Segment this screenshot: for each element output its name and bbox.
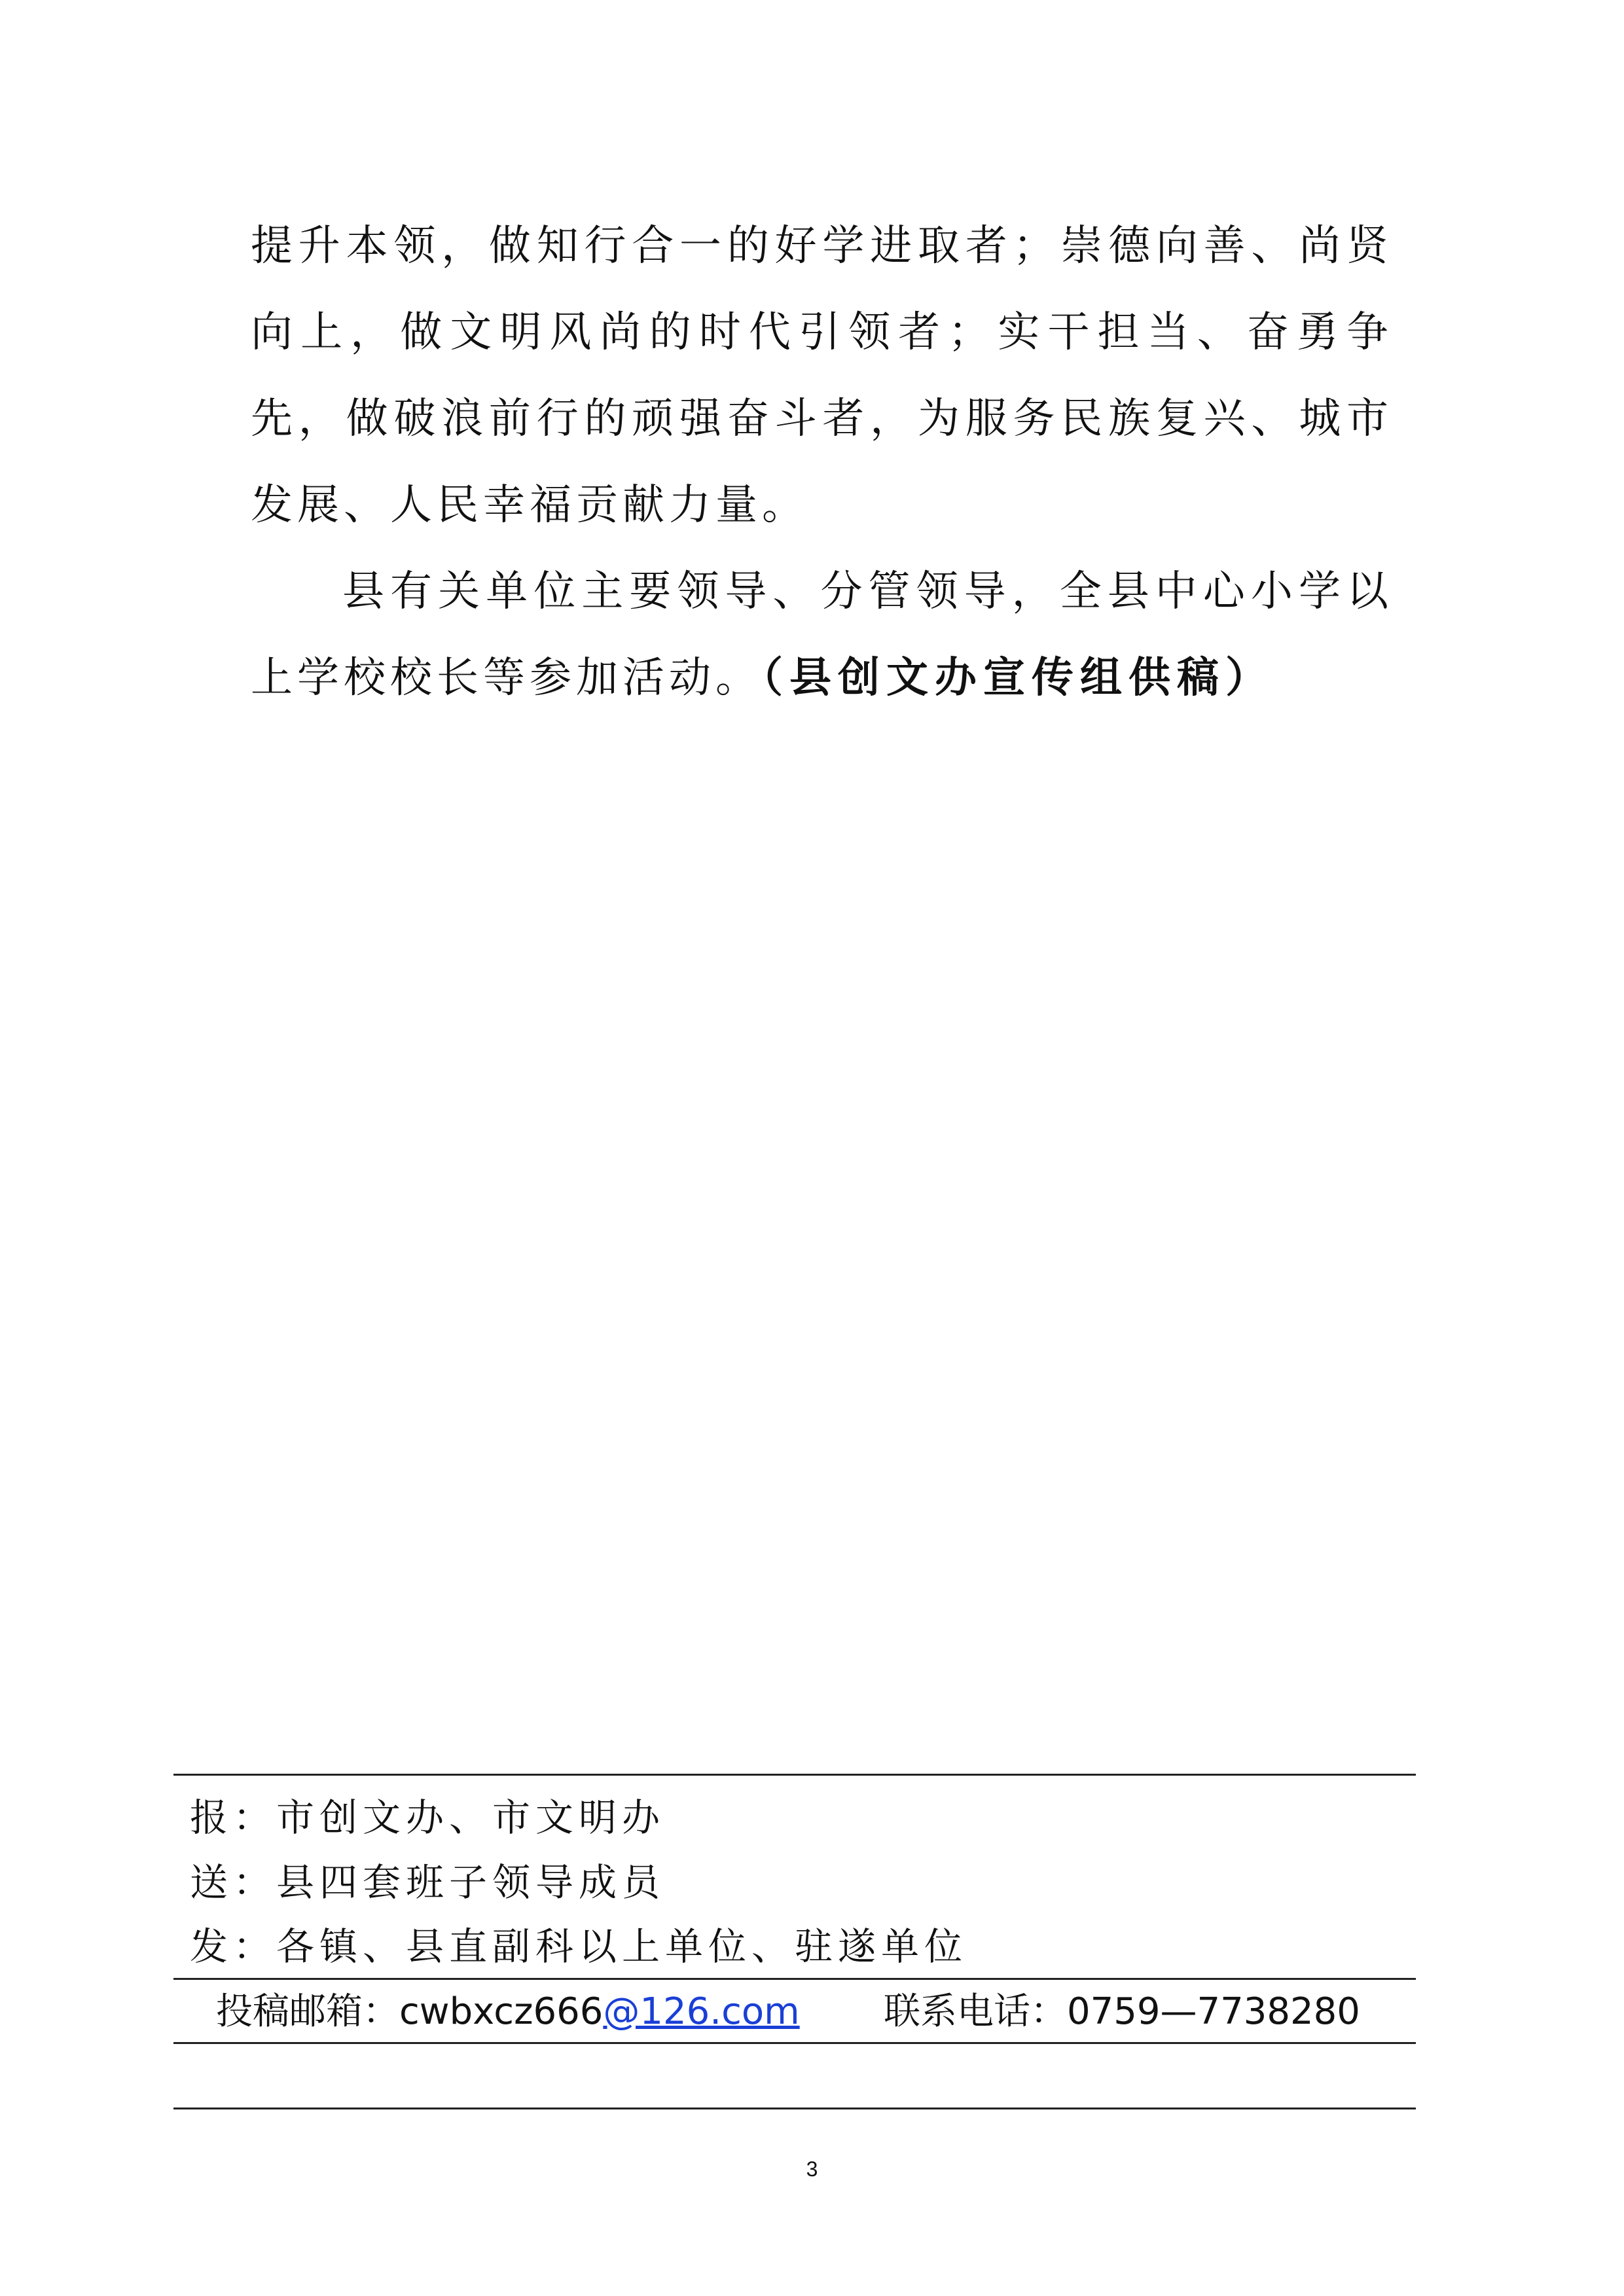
divider-lower — [173, 2042, 1416, 2044]
divider-bottom — [173, 2108, 1416, 2109]
distribution-report: 报：市创文办、市文明办 — [190, 1795, 666, 1840]
distribution-issue: 发：各镇、县直副科以上单位、驻遂单位 — [190, 1924, 968, 1969]
email-label: 投稿邮箱： — [216, 1990, 399, 2033]
divider-middle — [173, 1978, 1416, 1980]
distribution-send: 送：县四套班子领导成员 — [190, 1860, 666, 1905]
email-domain-link[interactable]: @126.com — [603, 1990, 800, 2033]
paragraph-2 — [251, 548, 1393, 721]
contact-phone — [884, 1984, 1360, 2039]
phone-number: 0759—7738280 — [1067, 1990, 1360, 2033]
paragraph-2-text: 县有关单位主要领导、分管领导，全县中心小学以上学校校长等参加活动。 — [251, 567, 1393, 702]
contact-email — [216, 1984, 800, 2039]
paragraph-1: 提升本领，做知行合一的好学进取者；崇德向善、尚贤向上，做文明风尚的时代引领者；实干担当、奋勇争先，做破浪前行的顽强奋斗者，为服务民族复兴、城市发展、人民幸福贡献力量。 — [251, 222, 1393, 529]
article-body — [251, 203, 1393, 721]
phone-label: 联系电话： — [884, 1990, 1067, 2033]
page-number: 3 — [806, 2157, 818, 2181]
source-credit: （县创文办宣传组供稿） — [762, 654, 1274, 702]
divider-top — [173, 1774, 1416, 1776]
email-user: cwbxcz666 — [399, 1990, 604, 2033]
